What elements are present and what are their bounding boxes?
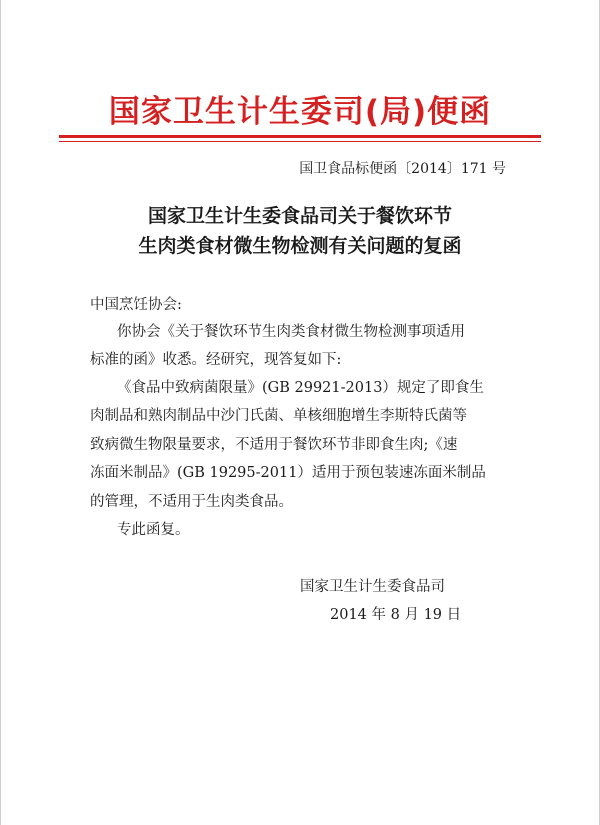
- document-title-line-2: 生肉类食材微生物检测有关问题的复函: [138, 235, 462, 257]
- letterhead-rule-thin: [59, 141, 541, 142]
- body-line-7: 的管理，不适用于生肉类食品。: [90, 494, 293, 510]
- letterhead-rule-thick: [59, 135, 541, 138]
- closing-line: 专此函复。: [117, 522, 190, 538]
- body-line-6: 冻面米制品》(GB 19295-2011）适用于预包装速冻面米制品: [90, 465, 486, 481]
- document-number: 国卫食品标便函〔2014〕171 号: [299, 161, 506, 177]
- body-line-4: 肉制品和熟肉制品中沙门氏菌、单核细胞增生李斯特氏菌等: [90, 408, 467, 424]
- body-line-1: 你协会《关于餐饮环节生肉类食材微生物检测事项适用: [117, 324, 465, 340]
- body-line-5: 致病微生物限量要求，不适用于餐饮环节非即食生肉;《速: [90, 437, 458, 453]
- body-line-3: 《食品中致病菌限量》(GB 29921-2013）规定了即食生: [117, 380, 484, 396]
- signature-date: 2014 年 8 月 19 日: [330, 607, 462, 623]
- salutation: 中国烹饪协会:: [90, 297, 182, 313]
- letterhead-title: 国家卫生计生委司(局)便函: [108, 94, 492, 130]
- body-line-2: 标准的函》收悉。经研究，现答复如下:: [90, 352, 342, 368]
- signature-org: 国家卫生计生委食品司: [300, 579, 445, 595]
- document-title-line-1: 国家卫生计生委食品司关于餐饮环节: [147, 205, 452, 227]
